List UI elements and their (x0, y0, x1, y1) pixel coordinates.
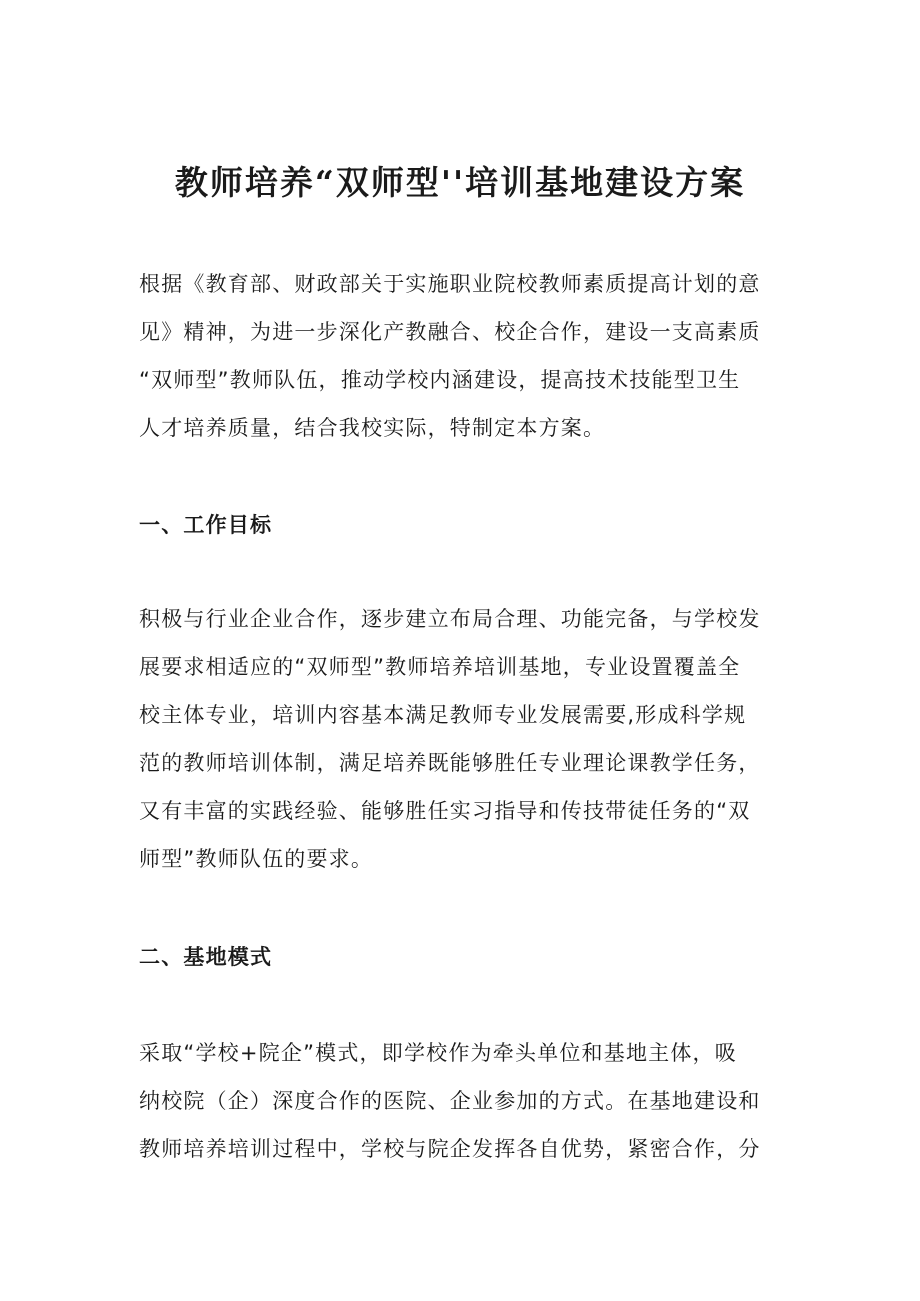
document-title: 教师培养“双师型''培训基地建设方案 (174, 163, 746, 203)
base-mode-paragraph (139, 1029, 789, 1173)
paragraph-line: 积极与行业企业合作，逐步建立布局合理、功能完备，与学校发 (139, 607, 761, 631)
paragraph-line: 人才培养质量，结合我校实际，特制定本方案。 (139, 416, 606, 440)
paragraph-line: 师型”教师队伍的要求。 (139, 847, 374, 871)
paragraph-line: 教师培养培训过程中，学校与院企发挥各自优势，紧密合作，分 (139, 1137, 761, 1161)
work-goals-paragraph (139, 595, 789, 883)
paragraph-line: 采取“学校+院企”模式，即学校作为牵头单位和基地主体，吸 (139, 1041, 737, 1065)
intro-paragraph (139, 260, 789, 452)
paragraph-line: 校主体专业，培训内容基本满足教师专业发展需要,形成科学规 (139, 703, 747, 727)
paragraph-line: 范的教师培训体制，满足培养既能够胜任专业理论课教学任务， (139, 751, 761, 775)
paragraph-line: 纳校院（企）深度合作的医院、企业参加的方式。在基地建设和 (139, 1089, 761, 1113)
section-heading-work-goals: 一、工作目标 (139, 513, 273, 537)
section-heading-base-mode: 二、基地模式 (139, 945, 273, 969)
paragraph-line: 见》精神，为进一步深化产教融合、校企合作，建设一支高素质 (139, 320, 761, 344)
paragraph-line: 又有丰富的实践经验、能够胜任实习指导和传技带徒任务的“双 (139, 799, 751, 823)
paragraph-line: 展要求相适应的“双师型”教师培养培训基地，专业设置覆盖全 (139, 655, 741, 679)
paragraph-line: 根据《教育部、财政部关于实施职业院校教师素质提高计划的意 (139, 272, 761, 296)
paragraph-line: “双师型”教师队伍，推动学校内涵建设，提高技术技能型卫生 (139, 368, 741, 392)
